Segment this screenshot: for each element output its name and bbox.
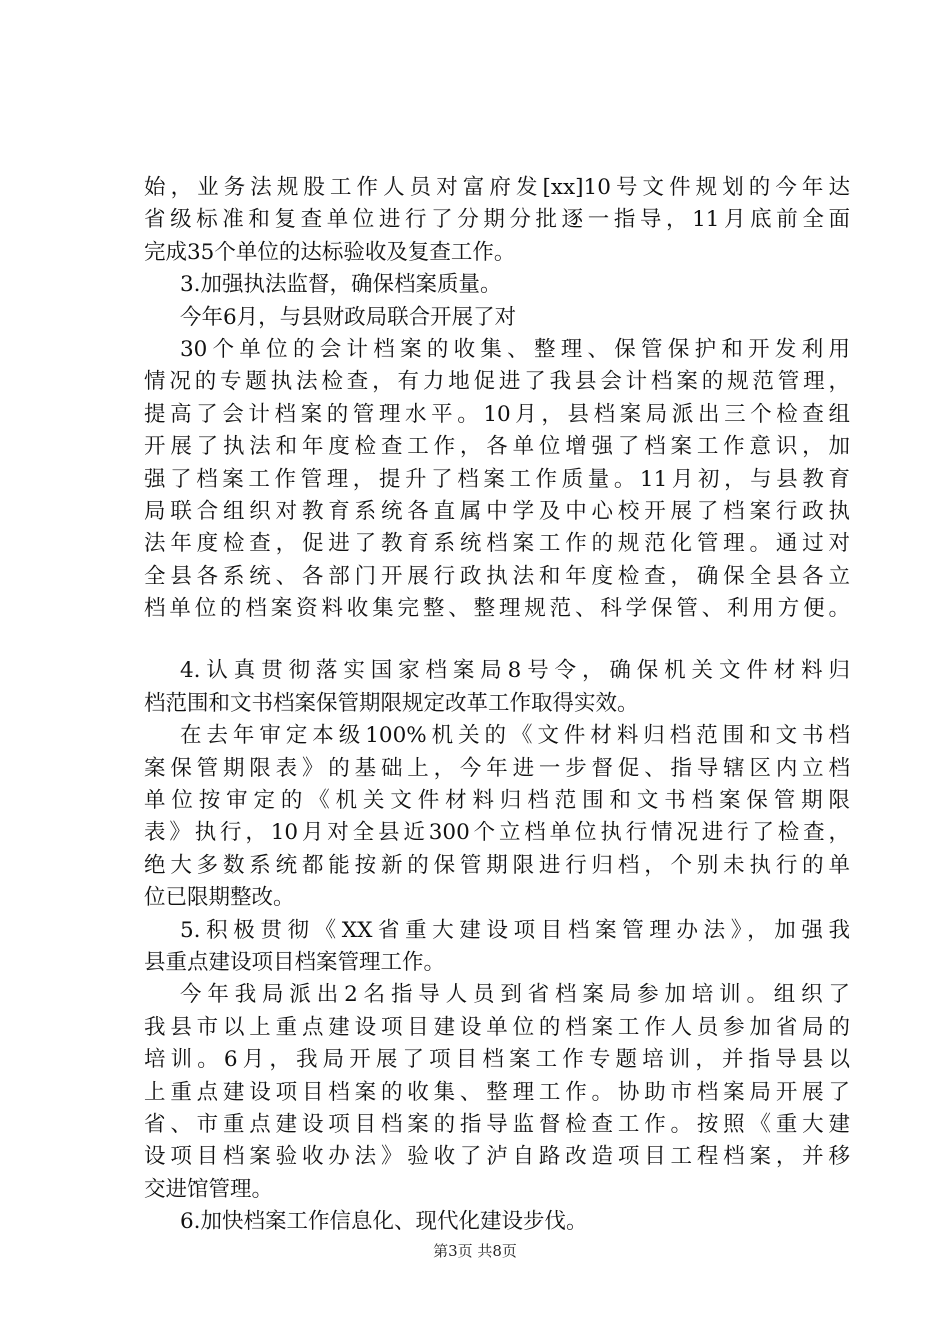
paragraph-gap: [144, 625, 850, 655]
document-body: [144, 172, 850, 1239]
body-line: 位已限期整改。: [144, 885, 295, 911]
body-line: 绝大多数系统都能按新的保管期限进行归档，个别未执行的单: [144, 852, 850, 878]
body-line: 完成35个单位的达标验收及复查工作。: [144, 239, 516, 265]
section-heading-4-cont: 档范围和文书档案保管期限规定改革工作取得实效。: [144, 690, 639, 716]
body-line: 在去年审定本级100%机关的《文件材料归档范围和文书档: [180, 723, 850, 749]
body-line: 设项目档案验收办法》验收了泸自路改造项目工程档案，并移: [144, 1144, 850, 1170]
body-line: 30个单位的会计档案的收集、整理、保管保护和开发利用: [180, 336, 850, 362]
body-line: 全县各系统、各部门开展行政执法和年度检查，确保全县各立: [144, 563, 850, 589]
body-line: 强了档案工作管理，提升了档案工作质量。11月初，与县教育: [144, 466, 850, 492]
body-line: 上重点建设项目档案的收集、整理工作。协助市档案局开展了: [144, 1079, 850, 1105]
body-line: 情况的专题执法检查，有力地促进了我县会计档案的规范管理，: [144, 369, 850, 395]
section-heading-5-cont: 县重点建设项目档案管理工作。: [144, 949, 446, 975]
body-line: 法年度检查，促进了教育系统档案工作的规范化管理。通过对: [144, 531, 850, 557]
body-line: 省级标准和复查单位进行了分期分批逐一指导，11月底前全面: [144, 207, 850, 233]
body-line: 局联合组织对教育系统各直属中学及中心校开展了档案行政执: [144, 498, 850, 524]
body-line: 单位按审定的《机关文件材料归档范围和文书档案保管期限: [144, 788, 850, 814]
body-line: 今年6月，与县财政局联合开展了对: [180, 304, 517, 330]
body-line: 提高了会计档案的管理水平。10月，县档案局派出三个检查组: [144, 401, 850, 427]
section-heading-5: 5.积极贯彻《XX省重大建设项目档案管理办法》，加强我: [180, 917, 850, 943]
body-line: 档单位的档案资料收集完整、整理规范、科学保管、利用方便。: [144, 596, 850, 622]
section-heading-6: 6.加快档案工作信息化、现代化建设步伐。: [180, 1209, 588, 1235]
body-line: 表》执行，10月对全县近300个立档单位执行情况进行了检查，: [144, 820, 850, 846]
body-line: 我县市以上重点建设项目建设单位的档案工作人员参加省局的: [144, 1014, 850, 1040]
body-line: 培训。6月，我局开展了项目档案工作专题培训，并指导县以: [144, 1047, 850, 1073]
body-line: 开展了执法和年度检查工作，各单位增强了档案工作意识，加: [144, 434, 850, 460]
body-line: 案保管期限表》的基础上，今年进一步督促、指导辖区内立档: [144, 755, 850, 781]
body-line: 省、市重点建设项目档案的指导监督检查工作。按照《重大建: [144, 1111, 850, 1137]
section-heading-3: 3.加强执法监督，确保档案质量。: [180, 272, 502, 298]
body-line: 今年我局派出2名指导人员到省档案局参加培训。组织了: [180, 982, 850, 1008]
page-number-footer: 第3页 共8页: [433, 1242, 517, 1260]
body-line: 始，业务法规股工作人员对富府发[xx]10号文件规划的今年达: [144, 175, 850, 200]
body-line: 交进馆管理。: [144, 1176, 274, 1202]
section-heading-4: 4.认真贯彻落实国家档案局8号令，确保机关文件材料归: [180, 658, 850, 684]
